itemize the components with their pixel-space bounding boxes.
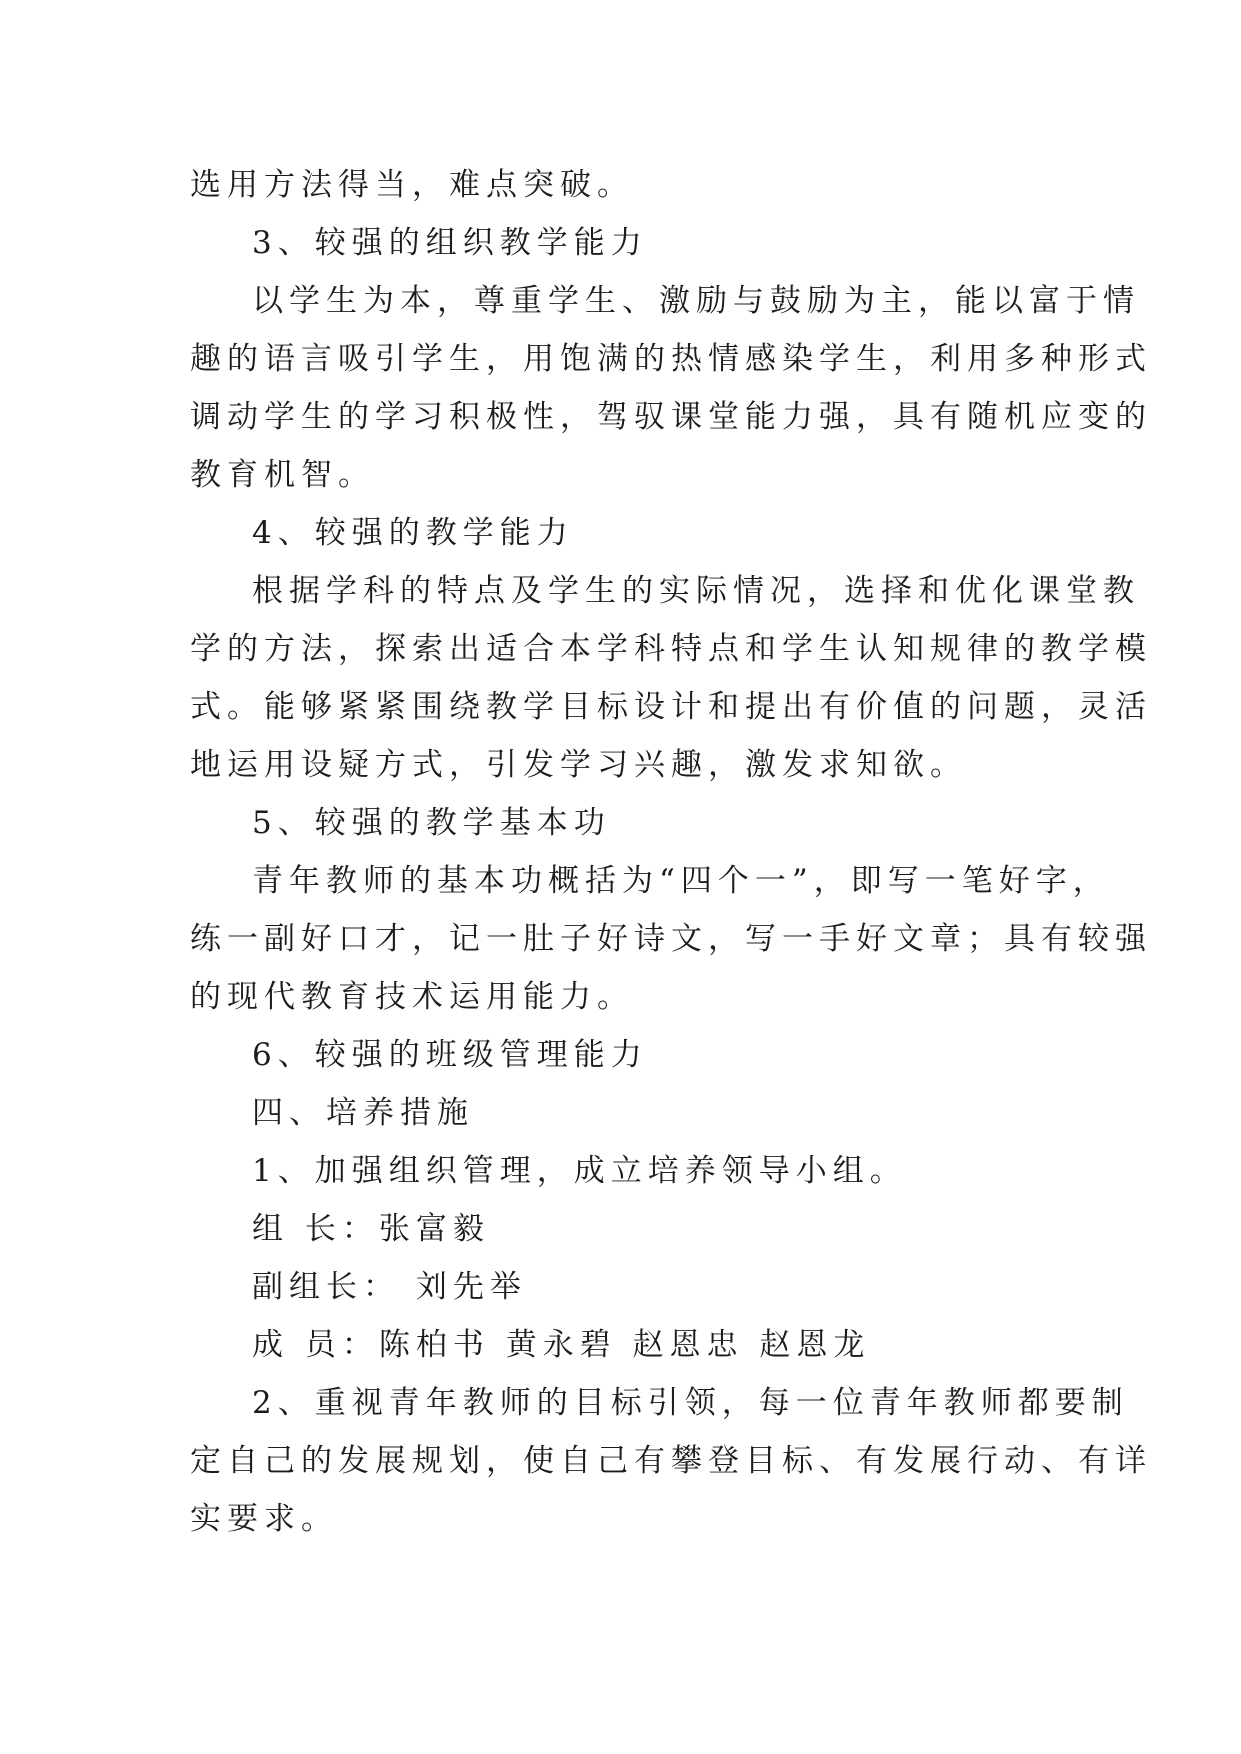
paragraph-line: 定自己的发展规划，使自己有攀登目标、有发展行动、有详 bbox=[190, 1443, 1152, 1479]
paragraph-line: 式。能够紧紧围绕教学目标设计和提出有价值的问题，灵活 bbox=[190, 689, 1152, 725]
deputy-leader-line: 副组长： 刘先举 bbox=[252, 1269, 527, 1305]
paragraph-line: 教育机智。 bbox=[190, 457, 375, 493]
paragraph-line: 根据学科的特点及学生的实际情况，选择和优化课堂教 bbox=[252, 573, 1140, 609]
paragraph-line: 青年教师的基本功概括为“四个一”，即写一笔好字， bbox=[252, 863, 1110, 899]
paragraph-line: 调动学生的学习积极性，驾驭课堂能力强，具有随机应变的 bbox=[190, 399, 1152, 435]
paragraph-line: 选用方法得当，难点突破。 bbox=[190, 167, 634, 203]
paragraph-line: 2、重视青年教师的目标引领，每一位青年教师都要制 bbox=[252, 1385, 1129, 1421]
members-line: 成 员：陈柏书 黄永碧 赵恩忠 赵恩龙 bbox=[252, 1327, 871, 1363]
section-heading: 6、较强的班级管理能力 bbox=[252, 1037, 648, 1073]
paragraph-line: 的现代教育技术运用能力。 bbox=[190, 979, 634, 1015]
section-heading: 5、较强的教学基本功 bbox=[252, 805, 611, 841]
section-heading: 四、培养措施 bbox=[252, 1095, 474, 1131]
group-leader-line: 组 长：张富毅 bbox=[252, 1211, 490, 1247]
paragraph-line: 1、加强组织管理，成立培养领导小组。 bbox=[252, 1153, 907, 1189]
paragraph-line: 以学生为本，尊重学生、激励与鼓励为主，能以富于情 bbox=[252, 283, 1140, 319]
section-heading: 4、较强的教学能力 bbox=[252, 515, 574, 551]
document-body bbox=[190, 156, 1152, 1548]
paragraph-line: 练一副好口才，记一肚子好诗文，写一手好文章；具有较强 bbox=[190, 921, 1152, 957]
section-heading: 3、较强的组织教学能力 bbox=[252, 225, 648, 261]
paragraph-line: 趣的语言吸引学生，用饱满的热情感染学生，利用多种形式 bbox=[190, 341, 1152, 377]
paragraph-line: 实要求。 bbox=[190, 1501, 338, 1537]
paragraph-line: 地运用设疑方式，引发学习兴趣，激发求知欲。 bbox=[190, 747, 967, 783]
paragraph-line: 学的方法，探索出适合本学科特点和学生认知规律的教学模 bbox=[190, 631, 1152, 667]
